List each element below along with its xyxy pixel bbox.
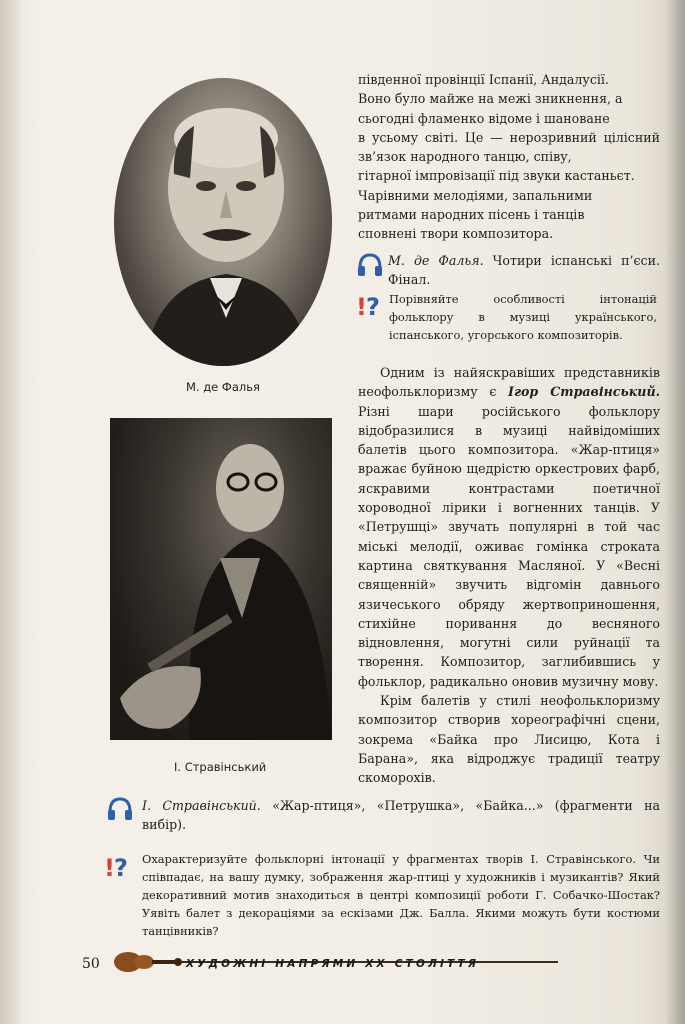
listen-work: «Жар-птиця», «Петрушка», «Байка...» (фрагменти на вибір). [142,798,661,832]
text-block-intro [358,70,660,244]
text-block-stravinsky [358,363,660,788]
listen-note-de-falla [388,251,660,289]
violin-icon [108,948,184,980]
question-text-1: Порівняйте особливості інтонацій фольклору в музиці українського, іспанського, угорського композиторів. [389,292,657,342]
text-line: південної провінції Іспанії, Андалусії. [358,72,609,87]
svg-text:?: ? [114,854,128,880]
text-line: сьогодні фламенко відоме і шановане [358,110,610,126]
question-exclamation-icon [104,852,134,884]
caption-de-falla: М. де Фалья [186,380,260,394]
text-line: в усьому світі. Це — нерозривний цілісний зв’язок народного танцю, співу, [358,129,660,165]
listen-note-stravinsky [142,796,660,834]
page-edge-shadow [665,0,685,1024]
listen-work: Чотири іспанські п’єси. Фінал. [388,253,660,287]
listen-composer: І. Стравінський. [142,798,261,813]
paragraph-stravinsky [358,363,660,691]
headphones-icon [106,796,134,826]
paragraph-lead: Одним із найяскравіших представників неофольклоризму є [358,365,660,400]
text-line: сповнені твори композитора. [358,226,554,242]
svg-text:!: ! [104,854,115,880]
listen-composer: М. де Фалья. [388,253,484,268]
composer-name: Ігор Стравінський. [508,384,660,400]
caption-stravinsky: І. Стравінський [174,760,267,774]
paragraph-body: Різні шари російського фольклору відобразилися в музиці найвідоміших балетів цього композитора. «Жар-птиця» вражає буйною щедрістю оркестрових фарб, яскравими контрастами поетичної хороводної лірики і вогненних танців. У «Петрушці» звучать популярні в той час міські мелодії, оживає гомінка строката картина святкування Масляної. У «Весні священній» звучить відгомін давнього язичеського обряду жертвоприношення, стихійне поривання до весняного відновлення, могутні сили руйнації та творення. Композитор, заглибившись у фольклор, радикально оновив музичну мову. [358,403,660,689]
portrait-stravinsky [110,418,332,740]
svg-text:!: ! [356,293,367,319]
page-number: 50 [82,956,100,972]
page-binding [0,0,22,1024]
portrait-de-falla-figure [114,78,332,366]
text-line: ритмами народних пісень і танців [358,207,585,223]
text-line: Воно було майже на межі зникнення, а [358,91,623,107]
text-line: Чарівними мелодіями, запальними [358,187,593,203]
portrait-de-falla [114,78,332,366]
headphones-icon [356,252,384,282]
question-text-2: Охарактеризуйте фольклорні інтонації у фрагментах творів І. Стравінського. Чи співпадає, на вашу думку, зображення жар-птиці у художників і музикантів? Який декоративний мотив знаходиться в центрі композиції роботи Г. Собачко-Шостак? Уявіть балет з декораціями за ескізами Дж. Балла. Якими можуть бути костюми танцівників? [142,852,660,938]
portrait-stravinsky-figure [110,418,332,740]
paragraph-choreography: Крім балетів у стилі неофольклоризму композитор створив хореографічні сцени, зокрема «Байка про Лисицю, Кота і Барана», яка відроджує традиції театру скоморохів. [358,693,660,786]
svg-text:?: ? [366,293,380,319]
footer-section-title: ХУДОЖНІ НАПРЯМИ XX СТОЛІТТЯ [186,958,480,970]
question-exclamation-icon [356,291,386,323]
text-line: гітарної імпровізації під звуки кастаньєт. [358,168,635,184]
